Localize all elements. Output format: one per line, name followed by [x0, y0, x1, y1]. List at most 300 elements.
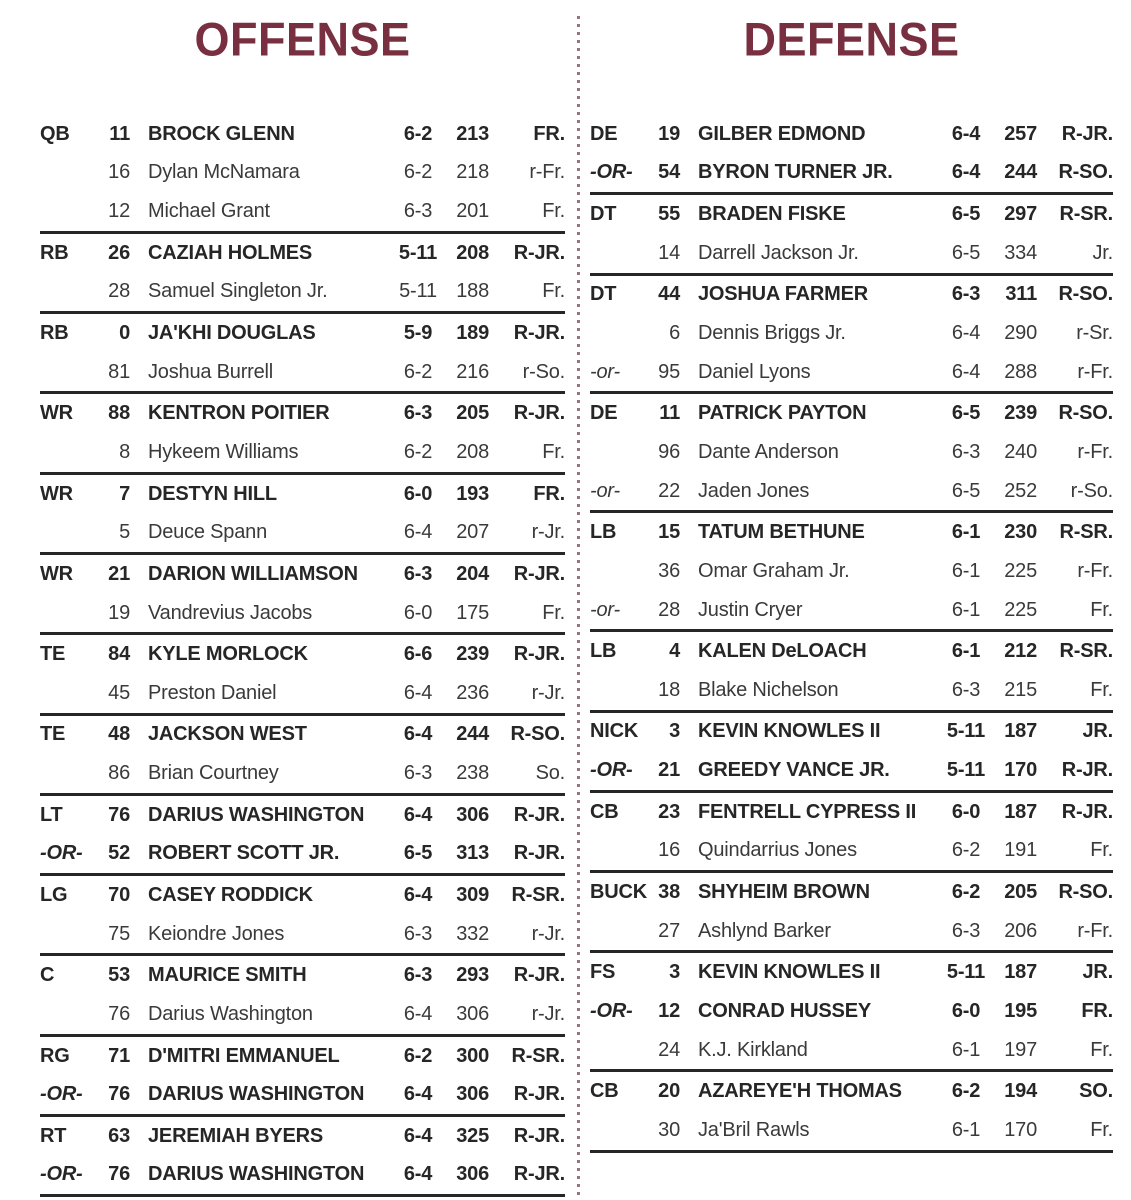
- height-cell: 6-2: [403, 440, 433, 463]
- weight-cell: 212: [1004, 640, 1037, 663]
- player-name-cell: DESTYN HILL: [148, 482, 277, 505]
- class-cell: r-Fr.: [1077, 360, 1113, 383]
- player-name-cell: DARIUS WASHINGTON: [148, 1163, 365, 1186]
- depth-chart-row: [590, 314, 1113, 353]
- player-name-cell: MAURICE SMITH: [148, 964, 307, 987]
- player-name-cell: Hykeem Williams: [148, 440, 299, 463]
- position-cell: RT: [40, 1124, 67, 1147]
- jersey-number-cell: 19: [108, 601, 130, 624]
- depth-chart-row: [590, 873, 1113, 912]
- position-group: [40, 115, 565, 234]
- jersey-number-cell: 81: [108, 360, 130, 383]
- jersey-number-cell: 0: [119, 322, 130, 345]
- player-name-cell: BYRON TURNER JR.: [698, 161, 893, 184]
- player-name-cell: BRADEN FISKE: [698, 203, 846, 226]
- position-group: [590, 953, 1113, 1072]
- player-name-cell: Samuel Singleton Jr.: [148, 280, 328, 303]
- weight-cell: 238: [456, 762, 489, 785]
- class-cell: Fr.: [1090, 1038, 1113, 1061]
- player-name-cell: Omar Graham Jr.: [698, 559, 850, 582]
- jersey-number-cell: 19: [658, 122, 680, 145]
- class-cell: Fr.: [1090, 678, 1113, 701]
- weight-cell: 257: [1004, 122, 1037, 145]
- position-group: [590, 632, 1113, 712]
- height-cell: 6-2: [951, 880, 981, 903]
- height-cell: 6-3: [403, 922, 433, 945]
- class-cell: Jr.: [1092, 241, 1113, 264]
- height-cell: 6-4: [403, 723, 433, 746]
- weight-cell: 216: [456, 360, 489, 383]
- depth-chart-row: [590, 154, 1113, 193]
- position-cell: -OR-: [40, 842, 83, 865]
- position-group: [40, 234, 565, 314]
- weight-cell: 204: [456, 562, 489, 585]
- height-cell: 6-5: [951, 479, 981, 502]
- class-cell: R-JR.: [513, 562, 565, 585]
- weight-cell: 306: [456, 1083, 489, 1106]
- weight-cell: 215: [1004, 678, 1037, 701]
- height-cell: 6-1: [951, 1038, 981, 1061]
- player-name-cell: Dante Anderson: [698, 440, 839, 463]
- weight-cell: 175: [456, 601, 489, 624]
- height-cell: 6-1: [951, 521, 981, 544]
- class-cell: R-SO.: [1058, 880, 1113, 903]
- player-name-cell: D'MITRI EMMANUEL: [148, 1044, 340, 1067]
- height-cell: 6-4: [403, 883, 433, 906]
- depth-chart-row: [40, 353, 565, 392]
- position-group: [40, 1037, 565, 1117]
- position-cell: DE: [590, 402, 618, 425]
- weight-cell: 334: [1004, 241, 1037, 264]
- class-cell: r-So.: [1070, 479, 1113, 502]
- position-cell: WR: [40, 482, 73, 505]
- weight-cell: 306: [456, 803, 489, 826]
- weight-cell: 225: [1004, 598, 1037, 621]
- jersey-number-cell: 3: [669, 720, 680, 743]
- position-cell: -or-: [590, 479, 620, 502]
- position-cell: CB: [590, 1080, 619, 1103]
- player-name-cell: Deuce Spann: [148, 521, 268, 544]
- weight-cell: 195: [1004, 999, 1037, 1022]
- position-cell: FS: [590, 961, 616, 984]
- class-cell: r-Jr.: [531, 922, 565, 945]
- height-cell: 6-2: [403, 1044, 433, 1067]
- jersey-number-cell: 76: [108, 1083, 130, 1106]
- height-cell: 6-0: [403, 482, 433, 505]
- height-cell: 6-5: [403, 842, 433, 865]
- weight-cell: 206: [1004, 919, 1037, 942]
- depth-chart-row: [590, 433, 1113, 472]
- weight-cell: 194: [1004, 1080, 1037, 1103]
- depth-chart-row: [40, 513, 565, 552]
- defense-column: [590, 115, 1113, 1153]
- depth-chart-row: [40, 635, 565, 674]
- class-cell: r-Fr.: [1077, 440, 1113, 463]
- offense-title: OFFENSE: [194, 12, 411, 67]
- depth-chart-row: [590, 992, 1113, 1031]
- class-cell: R-SR.: [511, 1044, 565, 1067]
- weight-cell: 230: [1004, 521, 1037, 544]
- height-cell: 6-3: [403, 964, 433, 987]
- player-name-cell: KENTRON POITIER: [148, 402, 330, 425]
- class-cell: r-Sr.: [1076, 322, 1113, 345]
- weight-cell: 240: [1004, 440, 1037, 463]
- height-cell: 5-9: [403, 322, 433, 345]
- weight-cell: 313: [456, 842, 489, 865]
- jersey-number-cell: 48: [108, 723, 130, 746]
- player-name-cell: CAZIAH HOLMES: [148, 241, 313, 264]
- position-cell: DE: [590, 122, 618, 145]
- player-name-cell: SHYHEIM BROWN: [698, 880, 870, 903]
- weight-cell: 309: [456, 883, 489, 906]
- position-cell: -OR-: [40, 1163, 83, 1186]
- depth-chart-row: [590, 912, 1113, 951]
- height-cell: 5-11: [946, 720, 986, 743]
- player-name-cell: JA'KHI DOUGLAS: [148, 322, 316, 345]
- class-cell: R-JR.: [1061, 122, 1113, 145]
- depth-chart-row: [590, 793, 1113, 832]
- jersey-number-cell: 7: [119, 482, 130, 505]
- depth-chart-row: [40, 234, 565, 273]
- position-group: [590, 873, 1113, 953]
- jersey-number-cell: 55: [658, 203, 680, 226]
- depth-chart-row: [40, 796, 565, 835]
- player-name-cell: Darius Washington: [148, 1002, 313, 1025]
- weight-cell: 187: [1004, 720, 1037, 743]
- weight-cell: 205: [1004, 880, 1037, 903]
- player-name-cell: JACKSON WEST: [148, 723, 307, 746]
- position-cell: LT: [40, 803, 63, 826]
- depth-chart-row: [40, 555, 565, 594]
- height-cell: 6-1: [951, 640, 981, 663]
- height-cell: 6-1: [951, 598, 981, 621]
- position-cell: LB: [590, 521, 617, 544]
- depth-chart-row: [590, 234, 1113, 273]
- position-group: [40, 876, 565, 956]
- jersey-number-cell: 5: [119, 521, 130, 544]
- player-name-cell: Preston Daniel: [148, 681, 277, 704]
- height-cell: 6-1: [951, 559, 981, 582]
- position-cell: RG: [40, 1044, 70, 1067]
- depth-chart-row: [40, 1037, 565, 1076]
- depth-chart-row: [40, 594, 565, 633]
- jersey-number-cell: 20: [658, 1080, 680, 1103]
- class-cell: R-SO.: [510, 723, 565, 746]
- jersey-number-cell: 95: [658, 360, 680, 383]
- depth-chart-row: [40, 154, 565, 193]
- weight-cell: 170: [1004, 759, 1037, 782]
- position-cell: -OR-: [590, 161, 633, 184]
- height-cell: 6-0: [403, 601, 433, 624]
- height-cell: 6-4: [403, 1002, 433, 1025]
- player-name-cell: KEVIN KNOWLES II: [698, 720, 881, 743]
- jersey-number-cell: 3: [669, 961, 680, 984]
- player-name-cell: Brian Courtney: [148, 762, 279, 785]
- height-cell: 6-3: [403, 762, 433, 785]
- position-group: [590, 793, 1113, 873]
- class-cell: r-Jr.: [531, 1002, 565, 1025]
- class-cell: r-Jr.: [531, 521, 565, 544]
- weight-cell: 208: [456, 440, 489, 463]
- class-cell: Fr.: [1090, 598, 1113, 621]
- jersey-number-cell: 84: [108, 643, 130, 666]
- weight-cell: 208: [456, 241, 489, 264]
- height-cell: 6-6: [403, 643, 433, 666]
- jersey-number-cell: 12: [658, 999, 680, 1022]
- position-group: [40, 314, 565, 394]
- class-cell: r-Fr.: [529, 161, 565, 184]
- weight-cell: 252: [1004, 479, 1037, 502]
- jersey-number-cell: 28: [108, 280, 130, 303]
- height-cell: 6-4: [403, 1124, 433, 1147]
- position-cell: DT: [590, 283, 617, 306]
- position-cell: NICK: [590, 720, 639, 743]
- jersey-number-cell: 76: [108, 803, 130, 826]
- depth-chart-row: [590, 751, 1113, 790]
- player-name-cell: Dylan McNamara: [148, 161, 300, 184]
- player-name-cell: Blake Nichelson: [698, 678, 839, 701]
- height-cell: 6-3: [403, 402, 433, 425]
- position-group: [590, 513, 1113, 632]
- position-cell: -OR-: [590, 999, 633, 1022]
- depth-chart-row: [590, 632, 1113, 671]
- position-group: [40, 956, 565, 1036]
- jersey-number-cell: 88: [108, 402, 130, 425]
- weight-cell: 187: [1004, 800, 1037, 823]
- height-cell: 6-4: [403, 803, 433, 826]
- depth-chart-row: [590, 394, 1113, 433]
- class-cell: r-Fr.: [1077, 919, 1113, 942]
- player-name-cell: Keiondre Jones: [148, 922, 285, 945]
- jersey-number-cell: 16: [108, 161, 130, 184]
- player-name-cell: Joshua Burrell: [148, 360, 274, 383]
- height-cell: 6-5: [951, 241, 981, 264]
- position-group: [40, 555, 565, 635]
- jersey-number-cell: 26: [108, 241, 130, 264]
- position-cell: CB: [590, 800, 619, 823]
- weight-cell: 290: [1004, 322, 1037, 345]
- class-cell: Fr.: [542, 200, 565, 223]
- height-cell: 6-2: [403, 161, 433, 184]
- player-name-cell: Dennis Briggs Jr.: [698, 322, 846, 345]
- class-cell: R-SO.: [1058, 283, 1113, 306]
- depth-chart-row: [590, 1031, 1113, 1070]
- offense-column: [40, 115, 565, 1197]
- class-cell: R-JR.: [513, 1083, 565, 1106]
- height-cell: 6-2: [403, 360, 433, 383]
- position-group: [590, 394, 1113, 513]
- jersey-number-cell: 4: [669, 640, 680, 663]
- depth-chart-row: [590, 552, 1113, 591]
- depth-chart-row: [590, 195, 1113, 234]
- depth-chart-row: [40, 956, 565, 995]
- jersey-number-cell: 45: [108, 681, 130, 704]
- jersey-number-cell: 76: [108, 1002, 130, 1025]
- position-cell: BUCK: [590, 880, 647, 903]
- jersey-number-cell: 38: [658, 880, 680, 903]
- jersey-number-cell: 14: [658, 241, 680, 264]
- position-group: [40, 1117, 565, 1197]
- position-group: [40, 796, 565, 876]
- weight-cell: 332: [456, 922, 489, 945]
- jersey-number-cell: 36: [658, 559, 680, 582]
- position-cell: TE: [40, 723, 66, 746]
- jersey-number-cell: 44: [658, 283, 680, 306]
- jersey-number-cell: 6: [669, 322, 680, 345]
- jersey-number-cell: 12: [108, 200, 130, 223]
- weight-cell: 239: [1004, 402, 1037, 425]
- weight-cell: 325: [456, 1124, 489, 1147]
- class-cell: R-SR.: [1059, 640, 1113, 663]
- height-cell: 6-4: [951, 322, 981, 345]
- height-cell: 5-11: [399, 280, 437, 303]
- depth-chart-row: [590, 513, 1113, 552]
- height-cell: 6-3: [403, 562, 433, 585]
- defense-title: DEFENSE: [743, 12, 960, 67]
- player-name-cell: K.J. Kirkland: [698, 1038, 808, 1061]
- jersey-number-cell: 75: [108, 922, 130, 945]
- weight-cell: 225: [1004, 559, 1037, 582]
- depth-chart-row: [590, 591, 1113, 630]
- position-cell: C: [40, 964, 55, 987]
- weight-cell: 218: [456, 161, 489, 184]
- depth-chart-row: [40, 835, 565, 874]
- weight-cell: 189: [456, 322, 489, 345]
- class-cell: R-SO.: [1058, 402, 1113, 425]
- player-name-cell: JOSHUA FARMER: [698, 283, 869, 306]
- height-cell: 6-3: [403, 200, 433, 223]
- class-cell: R-JR.: [513, 322, 565, 345]
- weight-cell: 311: [1005, 283, 1037, 306]
- weight-cell: 293: [456, 964, 489, 987]
- weight-cell: 236: [456, 681, 489, 704]
- weight-cell: 197: [1004, 1038, 1037, 1061]
- position-group: [40, 635, 565, 715]
- jersey-number-cell: 21: [108, 562, 130, 585]
- depth-chart-row: [40, 433, 565, 472]
- class-cell: R-JR.: [513, 402, 565, 425]
- weight-cell: 306: [456, 1163, 489, 1186]
- position-cell: RB: [40, 322, 69, 345]
- class-cell: R-JR.: [513, 1163, 565, 1186]
- depth-chart-row: [40, 915, 565, 954]
- class-cell: Fr.: [1090, 839, 1113, 862]
- weight-cell: 300: [456, 1044, 489, 1067]
- depth-chart-row: [590, 353, 1113, 392]
- depth-chart-row: [40, 674, 565, 713]
- position-group: [590, 1072, 1113, 1152]
- weight-cell: 239: [456, 643, 489, 666]
- jersey-number-cell: 70: [108, 883, 130, 906]
- jersey-number-cell: 53: [108, 964, 130, 987]
- jersey-number-cell: 27: [658, 919, 680, 942]
- class-cell: So.: [535, 762, 565, 785]
- player-name-cell: KALEN DeLOACH: [698, 640, 867, 663]
- player-name-cell: CASEY RODDICK: [148, 883, 313, 906]
- height-cell: 5-11: [398, 241, 438, 264]
- class-cell: R-JR.: [1061, 759, 1113, 782]
- jersey-number-cell: 96: [658, 440, 680, 463]
- player-name-cell: DARIUS WASHINGTON: [148, 1083, 365, 1106]
- class-cell: FR.: [533, 122, 565, 145]
- depth-chart-row: [40, 1075, 565, 1114]
- jersey-number-cell: 11: [659, 402, 680, 425]
- class-cell: R-JR.: [513, 643, 565, 666]
- player-name-cell: Darrell Jackson Jr.: [698, 241, 859, 264]
- jersey-number-cell: 30: [658, 1118, 680, 1141]
- height-cell: 6-2: [951, 839, 981, 862]
- class-cell: R-JR.: [1061, 800, 1113, 823]
- jersey-number-cell: 21: [658, 759, 680, 782]
- height-cell: 6-1: [951, 1118, 981, 1141]
- class-cell: Fr.: [542, 440, 565, 463]
- position-cell: QB: [40, 122, 70, 145]
- class-cell: FR.: [1081, 999, 1113, 1022]
- jersey-number-cell: 22: [658, 479, 680, 502]
- position-cell: -OR-: [40, 1083, 83, 1106]
- depth-chart-row: [40, 314, 565, 353]
- weight-cell: 170: [1004, 1118, 1037, 1141]
- height-cell: 6-2: [951, 1080, 981, 1103]
- position-group: [40, 475, 565, 555]
- player-name-cell: FENTRELL CYPRESS II: [698, 800, 917, 823]
- jersey-number-cell: 15: [658, 521, 680, 544]
- position-cell: -or-: [590, 598, 620, 621]
- position-group: [590, 115, 1113, 195]
- player-name-cell: Ja'Bril Rawls: [698, 1118, 810, 1141]
- position-cell: LG: [40, 883, 68, 906]
- height-cell: 6-4: [951, 122, 981, 145]
- height-cell: 6-5: [951, 203, 981, 226]
- weight-cell: 213: [456, 122, 489, 145]
- depth-chart-row: [590, 472, 1113, 511]
- class-cell: R-JR.: [513, 1124, 565, 1147]
- player-name-cell: KYLE MORLOCK: [148, 643, 308, 666]
- player-name-cell: Vandrevius Jacobs: [148, 601, 313, 624]
- depth-chart-row: [590, 1111, 1113, 1150]
- position-group: [40, 394, 565, 474]
- weight-cell: 205: [456, 402, 489, 425]
- player-name-cell: ROBERT SCOTT JR.: [148, 842, 340, 865]
- depth-chart-row: [590, 276, 1113, 315]
- height-cell: 5-11: [946, 961, 986, 984]
- player-name-cell: KEVIN KNOWLES II: [698, 961, 881, 984]
- class-cell: R-SR.: [511, 883, 565, 906]
- jersey-number-cell: 24: [658, 1038, 680, 1061]
- height-cell: 6-3: [951, 440, 981, 463]
- weight-cell: 207: [456, 521, 489, 544]
- height-cell: 6-2: [403, 122, 433, 145]
- depth-chart-row: [40, 273, 565, 312]
- player-name-cell: PATRICK PAYTON: [698, 402, 867, 425]
- player-name-cell: AZAREYE'H THOMAS: [698, 1080, 902, 1103]
- height-cell: 6-3: [951, 283, 981, 306]
- height-cell: 6-0: [951, 800, 981, 823]
- depth-chart-row: [40, 876, 565, 915]
- position-cell: WR: [40, 402, 73, 425]
- dotted-divider: [577, 16, 580, 1200]
- position-cell: DT: [590, 203, 617, 226]
- jersey-number-cell: 86: [108, 762, 130, 785]
- jersey-number-cell: 8: [119, 440, 130, 463]
- position-group: [590, 276, 1113, 395]
- position-cell: TE: [40, 643, 66, 666]
- class-cell: r-So.: [522, 360, 565, 383]
- height-cell: 6-3: [951, 919, 981, 942]
- weight-cell: 191: [1004, 839, 1037, 862]
- depth-chart-row: [590, 832, 1113, 871]
- height-cell: 6-4: [403, 1163, 433, 1186]
